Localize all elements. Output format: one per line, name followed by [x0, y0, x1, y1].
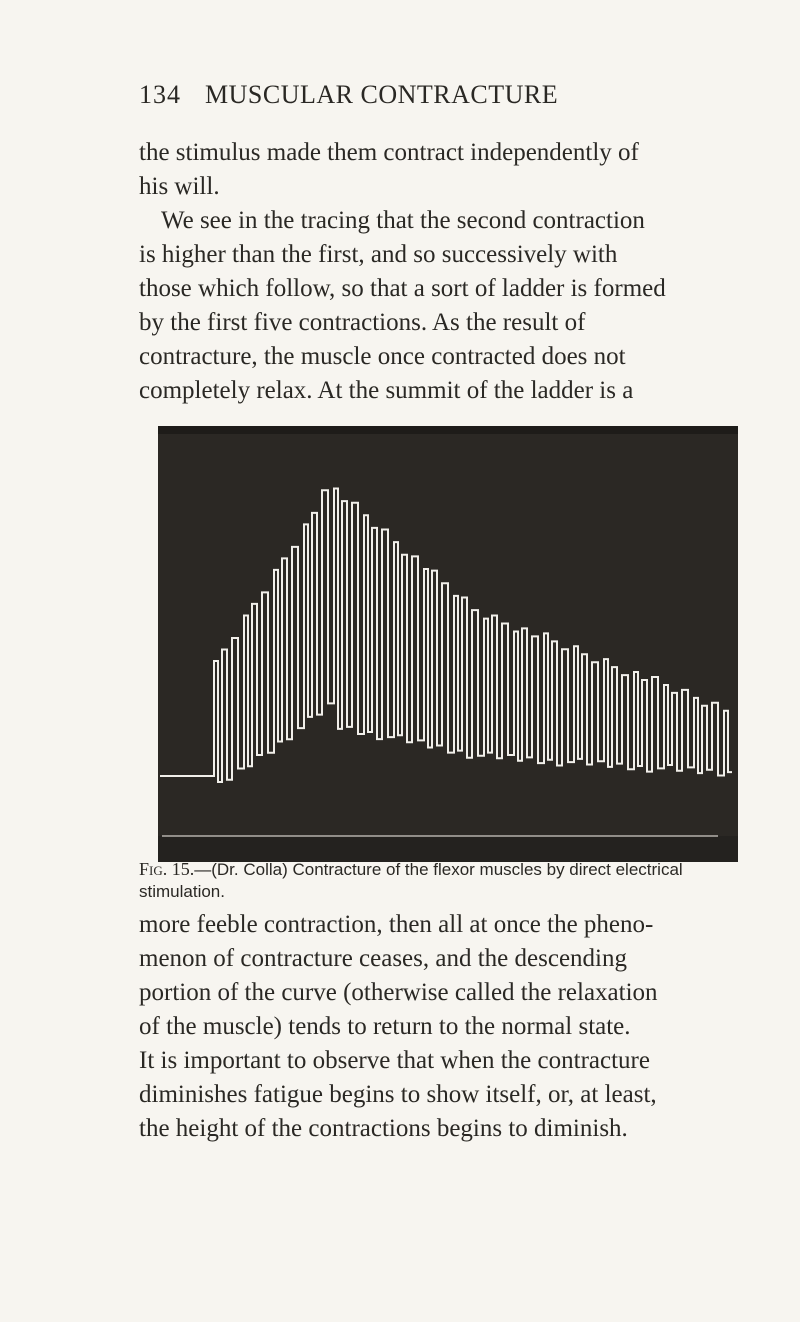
text-line: contracture, the muscle once contracted does not: [139, 343, 626, 370]
body-text-top: [139, 136, 763, 408]
figure-caption: [139, 858, 763, 903]
tracing-image: [158, 426, 738, 862]
text-line: by the first five contractions. As the result of: [139, 309, 586, 336]
kymograph-tracing-figure: [158, 426, 738, 862]
text-line: of the muscle) tends to return to the normal state.: [139, 1013, 631, 1040]
text-line: the stimulus made them contract independently of: [139, 139, 639, 166]
text-line: completely relax. At the summit of the ladder is a: [139, 377, 634, 404]
text-line: We see in the tracing that the second contraction: [161, 207, 645, 234]
text-line: more feeble contraction, then all at once the pheno-: [139, 911, 654, 938]
text-line: his will.: [139, 173, 220, 200]
tracing-top-band: [158, 426, 738, 434]
text-line: the height of the contractions begins to diminish.: [139, 1115, 628, 1142]
text-line: menon of contracture ceases, and the descending: [139, 945, 627, 972]
caption-label: Fig. 15.: [139, 859, 195, 879]
text-line: is higher than the first, and so successively with: [139, 241, 618, 268]
page-number: 134: [139, 80, 181, 109]
text-line: diminishes fatigue begins to show itself, or, at least,: [139, 1081, 657, 1108]
body-text-bottom: [139, 908, 763, 1146]
running-title: MUSCULAR CONTRACTURE: [205, 80, 559, 109]
text-line: It is important to observe that when the contracture: [139, 1047, 650, 1074]
running-header: [139, 80, 659, 110]
caption-text: —(Dr. Colla) Contracture of the flexor muscles by direct electrical stimulation.: [139, 860, 683, 901]
text-line: portion of the curve (otherwise called the relaxation: [139, 979, 658, 1006]
text-line: those which follow, so that a sort of ladder is formed: [139, 275, 666, 302]
